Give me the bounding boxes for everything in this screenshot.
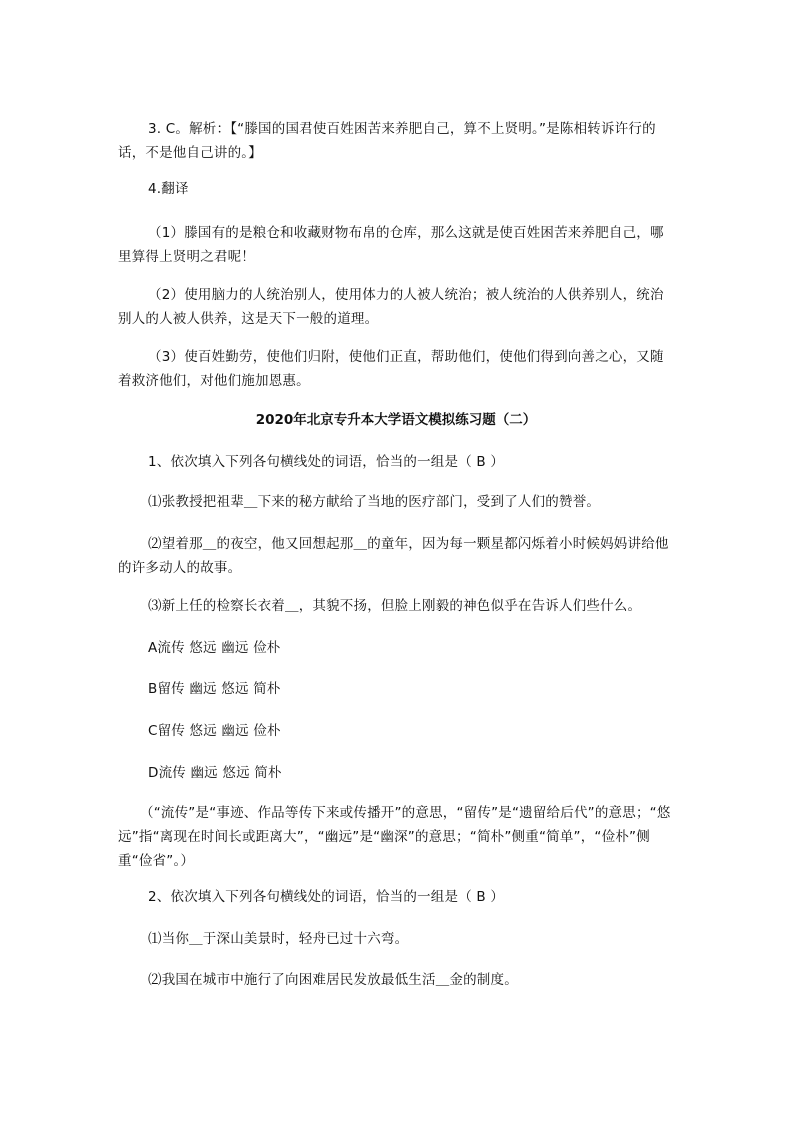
question-1-sentence-1: ⑴张教授把祖辈＿下来的秘方献给了当地的医疗部门，受到了人们的赞誉。 xyxy=(148,494,601,510)
translation-1-paragraph: （1）滕国有的是粮仓和收藏财物布帛的仓库，那么这就是使百姓困苦来养肥自己，哪里算得上贤明之君呢！ xyxy=(118,225,664,265)
translation-3-paragraph: （3）使百姓勤劳，使他们归附，使他们正直，帮助他们，使他们得到向善之心，又随着救济他们，对他们施加恩惠。 xyxy=(118,349,664,389)
translation-heading: 4.翻译 xyxy=(148,181,189,197)
question-2-sentence-1: ⑴当你＿于深山美景时，轻舟已过十六弯。 xyxy=(148,931,409,947)
question-1-sentence-3: ⑶新上任的检察长衣着＿，其貌不扬，但脸上刚毅的神色似乎在告诉人们些什么。 xyxy=(148,598,642,614)
section-title: 2020年北京专升本大学语文模拟练习题（二） xyxy=(255,412,537,428)
question-1-option-d: D流传 幽远 悠远 简朴 xyxy=(148,765,282,781)
question-2-sentence-2: ⑵我国在城市中施行了向困难居民发放最低生活＿金的制度。 xyxy=(148,972,518,988)
question-1-explanation: （“流传”是“事迹、作品等传下来或传播开”的意思，“留传”是“遗留给后代”的意思；“悠远”指“离现在时间长或距离大”，“幽远”是“幽深”的意思；“简朴”侧重“简单”，“俭朴”侧重“俭省”。） xyxy=(118,805,671,869)
question-1-option-c: C留传 悠远 幽远 俭朴 xyxy=(148,723,281,739)
question-1-stem: 1、依次填入下列各句横线处的词语，恰当的一组是（ B ） xyxy=(148,454,505,470)
answer-3-paragraph: 3. C。解析：【“滕国的国君使百姓困苦来养肥自己，算不上贤明。”是陈相转诉许行的话，不是他自己讲的。】 xyxy=(118,121,656,161)
translation-2-paragraph: （2）使用脑力的人统治别人，使用体力的人被人统治；被人统治的人供养别人，统治别人的人被人供养，这是天下一般的道理。 xyxy=(118,287,664,327)
question-1-option-a: A流传 悠远 幽远 俭朴 xyxy=(148,640,281,656)
question-1-sentence-2: ⑵望着那＿的夜空，他又回想起那＿的童年，因为每一颗星都闪烁着小时候妈妈讲给他的许多动人的故事。 xyxy=(118,536,669,576)
question-1-option-b: B留传 幽远 悠远 简朴 xyxy=(148,681,281,697)
question-2-stem: 2、依次填入下列各句横线处的词语，恰当的一组是（ B ） xyxy=(148,889,505,905)
